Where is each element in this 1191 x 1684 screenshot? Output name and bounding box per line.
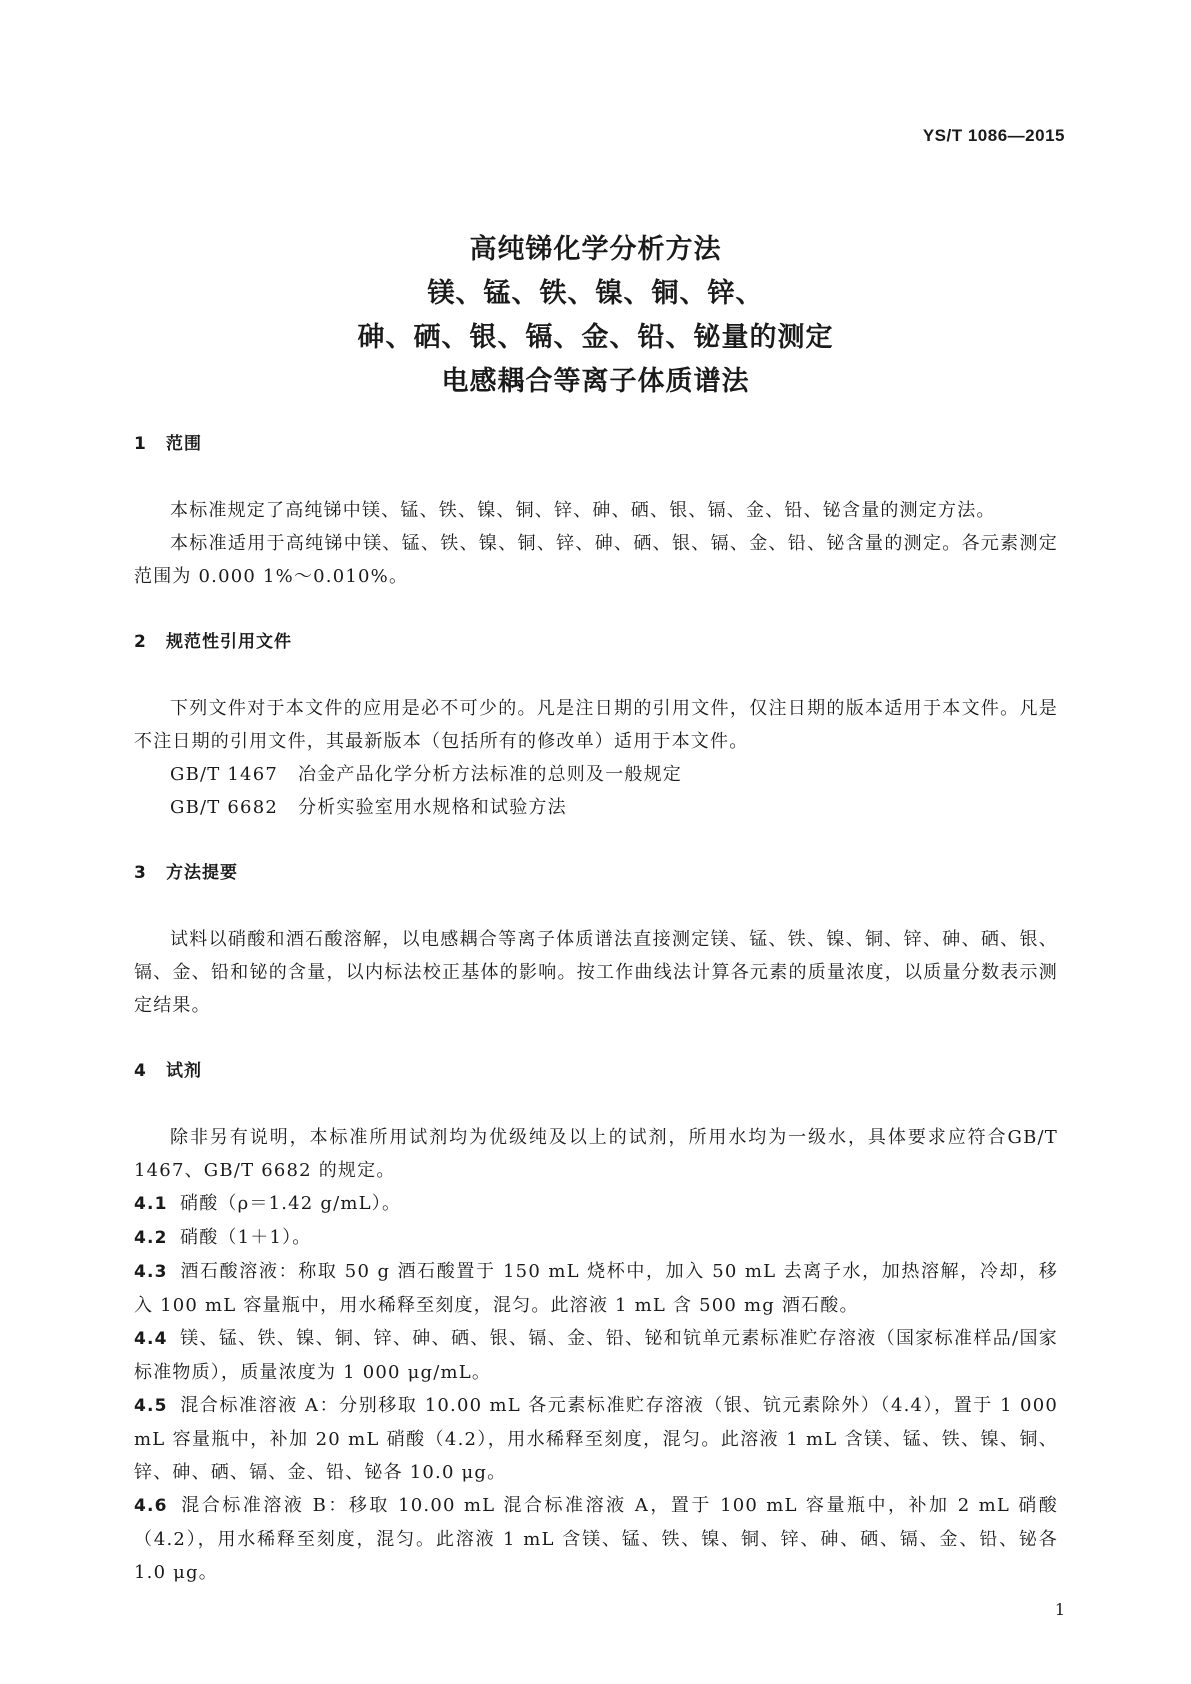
item-number: 4.4 [134, 1329, 168, 1349]
section-number: 4 [134, 1061, 147, 1081]
reference-title: 冶金产品化学分析方法标准的总则及一般规定 [298, 764, 682, 785]
section-number: 2 [134, 632, 147, 652]
item-number: 4.6 [134, 1496, 168, 1516]
reagent-item [134, 1187, 1058, 1221]
page-number: 1 [1054, 1600, 1065, 1619]
reagent-item [134, 1221, 1058, 1255]
section-number: 1 [134, 434, 147, 454]
document-title [0, 228, 1191, 404]
item-text: 混合标准溶液 A：分别移取 10.00 mL 各元素标准贮存溶液（银、钪元素除外）（4.4），置于 1 000 mL 容量瓶中，补加 20 mL 硝酸（4.2），用水稀释至刻度，混匀。此溶液 1 mL 含镁、锰、铁、镍、铜、锌、砷、硒、镉、金、铅、铋各 10.0 μg。 [134, 1395, 1058, 1483]
reference-title: 分析实验室用水规格和试验方法 [298, 797, 567, 818]
paragraph: 本标准规定了高纯锑中镁、锰、铁、镍、铜、锌、砷、硒、银、镉、金、铅、铋含量的测定方法。 [170, 500, 996, 521]
reagent-item [134, 1389, 1058, 1489]
reference-code: GB/T 6682 [170, 797, 279, 818]
section-title: 范围 [166, 434, 202, 454]
item-text: 镁、锰、铁、镍、铜、锌、砷、硒、银、镉、金、铅、铋和钪单元素标准贮存溶液（国家标准样品/国家标准物质），质量浓度为 1 000 μg/mL。 [134, 1328, 1058, 1383]
title-line: 高纯锑化学分析方法 [469, 234, 722, 265]
section-title: 试剂 [166, 1061, 202, 1081]
paragraph: 本标准适用于高纯锑中镁、锰、铁、镍、铜、锌、砷、硒、银、镉、金、铅、铋含量的测定。各元素测定范围为 0.000 1%～0.010%。 [134, 533, 1058, 587]
standard-code: YS/T 1086—2015 [922, 126, 1065, 145]
paragraph: 除非另有说明，本标准所用试剂均为优级纯及以上的试剂，所用水均为一级水，具体要求应符合GB/T 1467、GB/T 6682 的规定。 [134, 1127, 1058, 1181]
reagent-item [134, 1322, 1058, 1389]
section-title: 方法提要 [166, 863, 238, 883]
document-body [134, 428, 1058, 1589]
reference-item [134, 758, 1058, 791]
reference-item [134, 791, 1058, 824]
section-heading-scope [134, 428, 1058, 461]
section-heading-normative-references [134, 626, 1058, 659]
item-text: 混合标准溶液 B：移取 10.00 mL 混合标准溶液 A，置于 100 mL 容量瓶中，补加 2 mL 硝酸（4.2），用水稀释至刻度，混匀。此溶液 1 mL 含镁、锰、铁、镍、铜、锌、砷、硒、镉、金、铅、铋各 1.0 μg。 [134, 1495, 1058, 1583]
item-text: 硝酸（ρ＝1.42 g/mL）。 [180, 1193, 402, 1214]
reagent-item [134, 1255, 1058, 1322]
section-number: 3 [134, 863, 147, 883]
item-number: 4.2 [134, 1228, 168, 1248]
item-text: 硝酸（1＋1）。 [180, 1227, 312, 1248]
section-heading-reagents [134, 1055, 1058, 1088]
paragraph: 下列文件对于本文件的应用是必不可少的。凡是注日期的引用文件，仅注日期的版本适用于本文件。凡是不注日期的引用文件，其最新版本（包括所有的修改单）适用于本文件。 [134, 698, 1058, 752]
reagent-item [134, 1489, 1058, 1589]
title-line: 砷、硒、银、镉、金、铅、铋量的测定 [357, 322, 834, 353]
reference-code: GB/T 1467 [170, 764, 279, 785]
item-number: 4.1 [134, 1194, 168, 1214]
item-number: 4.5 [134, 1396, 168, 1416]
section-heading-method-principle [134, 857, 1058, 890]
item-number: 4.3 [134, 1262, 168, 1282]
title-line: 镁、锰、铁、镍、铜、锌、 [427, 278, 764, 309]
item-text: 酒石酸溶液：称取 50 g 酒石酸置于 150 mL 烧杯中，加入 50 mL 去离子水，加热溶解，冷却，移入 100 mL 容量瓶中，用水稀释至刻度，混匀。此溶液 1 mL 含 500 mg 酒石酸。 [134, 1261, 1058, 1316]
section-title: 规范性引用文件 [166, 632, 292, 652]
title-line: 电感耦合等离子体质谱法 [441, 366, 750, 397]
paragraph: 试料以硝酸和酒石酸溶解，以电感耦合等离子体质谱法直接测定镁、锰、铁、镍、铜、锌、砷、硒、银、镉、金、铅和铋的含量，以内标法校正基体的影响。按工作曲线法计算各元素的质量浓度，以质量分数表示测定结果。 [134, 929, 1058, 1016]
